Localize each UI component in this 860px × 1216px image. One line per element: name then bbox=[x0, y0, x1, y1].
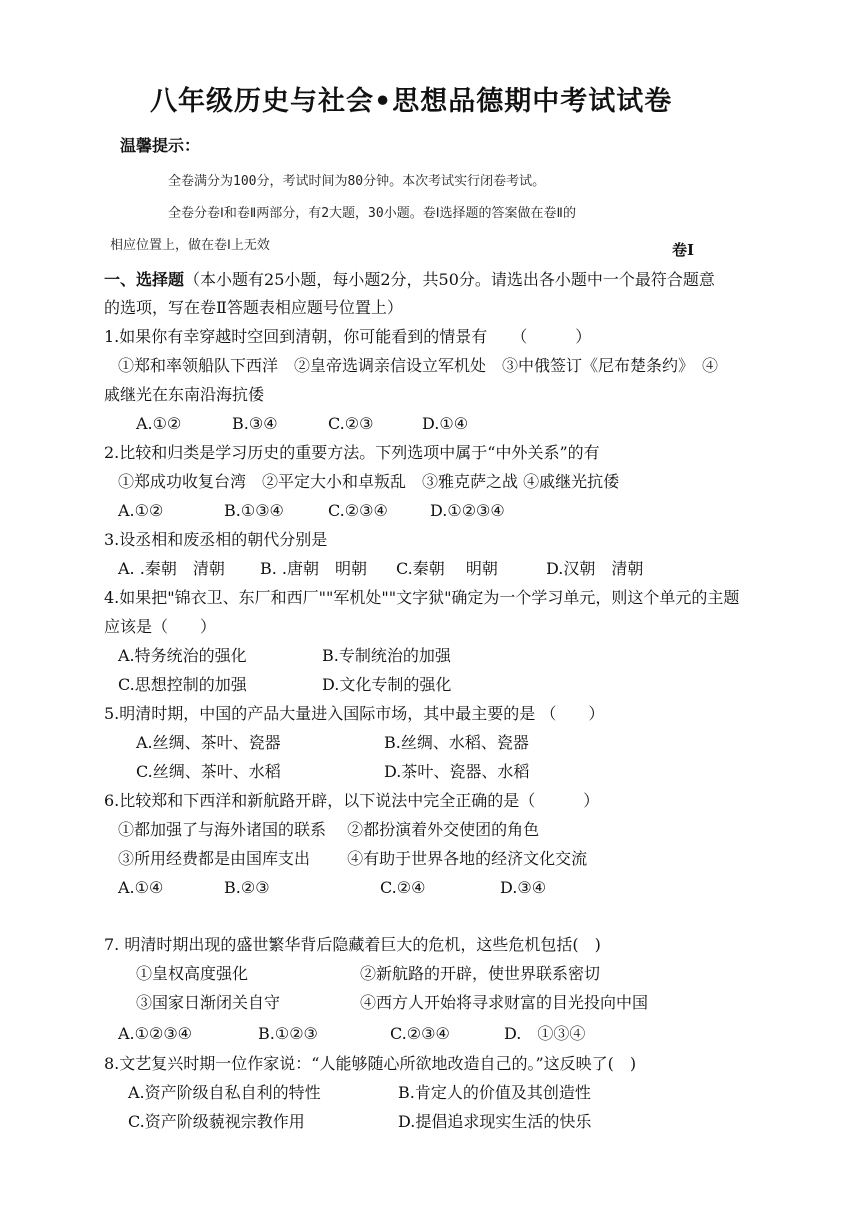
question-6-option-b: B.②③ bbox=[224, 878, 270, 897]
question-8-option-d: D.提倡追求现实生活的快乐 bbox=[398, 1112, 592, 1131]
question-5-option-a: A.丝绸、茶叶、瓷器 bbox=[136, 733, 281, 752]
question-1-option-d: D.①④ bbox=[422, 414, 469, 433]
question-5-option-d: D.茶叶、瓷器、水稻 bbox=[384, 762, 530, 781]
question-3-option-c: C.秦朝 明朝 bbox=[396, 559, 498, 578]
question-6-option-a: A.①④ bbox=[118, 878, 164, 897]
tips-line-1: 全卷满分为100分，考试时间为80分钟。本次考试实行闭卷考试。 bbox=[168, 174, 546, 189]
question-7-item-line-1: ①皇权高度强化 ②新航路的开辟，使世界联系密切 bbox=[136, 964, 601, 983]
question-2-item-line-1: ①郑成功收复台湾 ②平定大小和卓叛乱 ③雅克萨之战 ④戚继光抗倭 bbox=[118, 472, 620, 491]
question-4-option-c: C.思想控制的加强 bbox=[118, 675, 247, 694]
question-2-option-b: B.①③④ bbox=[224, 501, 284, 520]
question-3-option-d: D.汉朝 清朝 bbox=[546, 559, 644, 578]
question-7-stem: 7. 明清时期出现的盛世繁华背后隐藏着巨大的危机，这些危机包括( ) bbox=[104, 935, 601, 954]
question-3-stem: 3.设丞相和废丞相的朝代分别是 bbox=[104, 530, 328, 549]
question-1-item-line-2: 戚继光在东南沿海抗倭 bbox=[104, 385, 265, 404]
question-2-option-a: A.①② bbox=[118, 501, 164, 520]
question-8-option-a: A.资产阶级自私自利的特性 bbox=[128, 1083, 321, 1102]
question-1-option-a: A.①② bbox=[136, 414, 182, 433]
question-1-option-c: C.②③ bbox=[328, 414, 374, 433]
section-desc-b: 的选项，写在卷Ⅱ答题表相应题号位置上） bbox=[104, 298, 403, 317]
tips-line-2: 全卷分卷Ⅰ和卷Ⅱ两部分，有2大题，30小题。卷Ⅰ选择题的答案做在卷Ⅱ的 bbox=[168, 206, 576, 221]
section-desc-a: （本小题有25小题，每小题2分，共50分。请选出各小题中一个最符合题意 bbox=[184, 270, 715, 289]
question-7-option-a: A.①②③④ bbox=[118, 1024, 193, 1043]
question-7-option-d: D. ①③④ bbox=[504, 1024, 586, 1043]
tips-heading: 温馨提示： bbox=[120, 136, 201, 155]
question-8-option-b: B.肯定人的价值及其创造性 bbox=[398, 1083, 591, 1102]
question-3-option-a: A. .秦朝 清朝 bbox=[118, 559, 225, 578]
question-8-option-c: C.资产阶级藐视宗教作用 bbox=[128, 1112, 305, 1131]
question-4-option-a: A.特务统治的强化 bbox=[118, 646, 247, 665]
question-6-item-line-1: ①都加强了与海外诸国的联系 ②都扮演着外交使团的角色 bbox=[118, 820, 540, 839]
tips-line-3: 相应位置上，做在卷Ⅰ上无效 bbox=[110, 238, 270, 253]
question-6-option-d: D.③④ bbox=[500, 878, 547, 897]
question-6-stem: 6.比较郑和下西洋和新航路开辟，以下说法中完全正确的是（ ） bbox=[104, 791, 600, 810]
question-1-item-line-1: ①郑和率领船队下西洋 ②皇帝选调亲信设立军机处 ③中俄签订《尼布楚条约》 ④ bbox=[118, 356, 719, 375]
question-2-option-d: D.①②③④ bbox=[430, 501, 505, 520]
question-6-option-c: C.②④ bbox=[380, 878, 426, 897]
volume-label: 卷Ⅰ bbox=[672, 241, 695, 259]
section-intro bbox=[104, 270, 715, 290]
exam-title: 八年级历史与社会•思想品德期中考试试卷 bbox=[150, 86, 673, 117]
question-4-option-d: D.文化专制的强化 bbox=[322, 675, 452, 694]
question-4-option-b: B.专制统治的加强 bbox=[322, 646, 451, 665]
question-7-option-c: C.②③④ bbox=[390, 1024, 450, 1043]
question-4-stem-line-2: 应该是（ ） bbox=[104, 617, 217, 636]
question-5-stem: 5.明清时期，中国的产品大量进入国际市场，其中最主要的是 （ ） bbox=[104, 704, 605, 723]
section-heading: 一、选择题 bbox=[104, 270, 185, 289]
question-8-stem: 8.文艺复兴时期一位作家说：“人能够随心所欲地改造自己的。”这反映了( ) bbox=[104, 1054, 637, 1073]
question-2-option-c: C.②③④ bbox=[328, 501, 388, 520]
question-2-stem: 2.比较和归类是学习历史的重要方法。下列选项中属于“中外关系”的有 bbox=[104, 443, 600, 462]
question-3-option-b: B. .唐朝 明朝 bbox=[260, 559, 368, 578]
question-4-stem-line-1: 4.如果把"锦衣卫、东厂和西厂""军机处""文字狱"确定为一个学习单元，则这个单元的主题 bbox=[104, 588, 740, 607]
question-7-option-b: B.①②③ bbox=[258, 1024, 318, 1043]
question-5-option-c: C.丝绸、茶叶、水稻 bbox=[136, 762, 281, 781]
question-1-option-b: B.③④ bbox=[232, 414, 278, 433]
question-1-stem: 1.如果你有幸穿越时空回到清朝，你可能看到的情景有 （ ） bbox=[104, 327, 592, 346]
question-7-item-line-2: ③国家日渐闭关自守 ④西方人开始将寻求财富的目光投向中国 bbox=[136, 993, 649, 1012]
question-5-option-b: B.丝绸、水稻、瓷器 bbox=[384, 733, 529, 752]
question-6-item-line-2: ③所用经费都是由国库支出 ④有助于世界各地的经济文化交流 bbox=[118, 849, 588, 868]
